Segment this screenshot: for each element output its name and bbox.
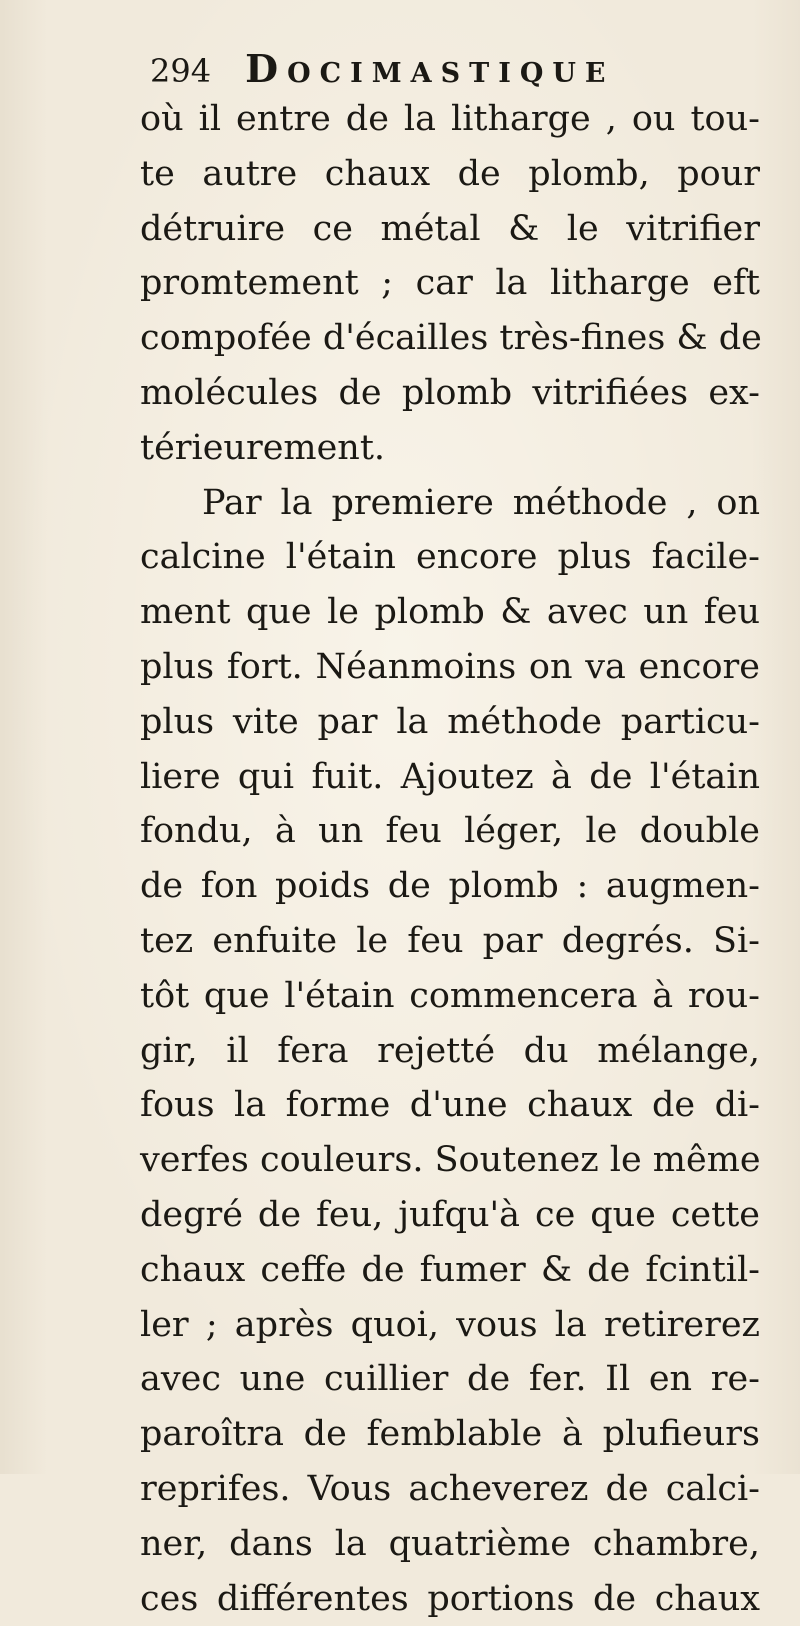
text-line: liere qui fuit. Ajoutez à de l'étain <box>140 756 760 797</box>
text-line: ler ; après quoi, vous la retirerez <box>140 1304 760 1345</box>
text-line: te autre chaux de plomb, pour <box>140 153 760 194</box>
paragraph-first-line: Par la premiere méthode , on <box>202 482 760 523</box>
text-line: calcine l'étain encore plus facile- <box>140 537 760 578</box>
text-line: où il entre de la litharge , ou tou- <box>140 99 760 139</box>
text-line: tôt que l'étain commencera à rou- <box>140 975 760 1016</box>
text-line: paroîtra de femblable à plufieurs <box>140 1414 760 1455</box>
body-text <box>140 92 760 1626</box>
text-line: verfes couleurs. Soutenez le même <box>140 1140 761 1181</box>
text-line: ces différentes portions de chaux <box>140 1578 760 1619</box>
text-line: tez enfuite le feu par degrés. Si- <box>140 920 760 961</box>
text-line: gir, il fera rejetté du mélange, <box>140 1030 760 1071</box>
text-line: molécules de plomb vitrifiées ex- <box>140 372 760 413</box>
text-line: compofée d'écailles très-fines & de <box>140 318 762 359</box>
text-line: plus vite par la méthode particu- <box>140 701 760 742</box>
running-head <box>150 44 760 94</box>
text-line: détruire ce métal & le vitrifier <box>140 208 760 249</box>
text-line: promtement ; car la litharge eft <box>140 263 760 304</box>
text-line: de fon poids de plomb : augmen- <box>140 866 760 907</box>
text-line: degré de feu, jufqu'à ce que cette <box>140 1194 760 1235</box>
text-line: fous la forme d'une chaux de di- <box>140 1085 760 1126</box>
running-title: Docimastique <box>245 46 615 91</box>
text-line: fondu, à un feu léger, le double <box>140 811 760 852</box>
text-line: reprifes. Vous acheverez de calci- <box>140 1468 760 1509</box>
text-line: ner, dans la quatrième chambre, <box>140 1523 760 1564</box>
text-line: avec une cuillier de fer. Il en re- <box>140 1359 760 1400</box>
text-line: ment que le plomb & avec un feu <box>140 592 760 633</box>
text-line: chaux ceffe de fumer & de fcintil- <box>140 1249 760 1290</box>
text-line: plus fort. Néanmoins on va encore <box>140 646 760 687</box>
text-line: térieurement. <box>140 427 386 468</box>
page-number: 294 <box>150 52 212 90</box>
